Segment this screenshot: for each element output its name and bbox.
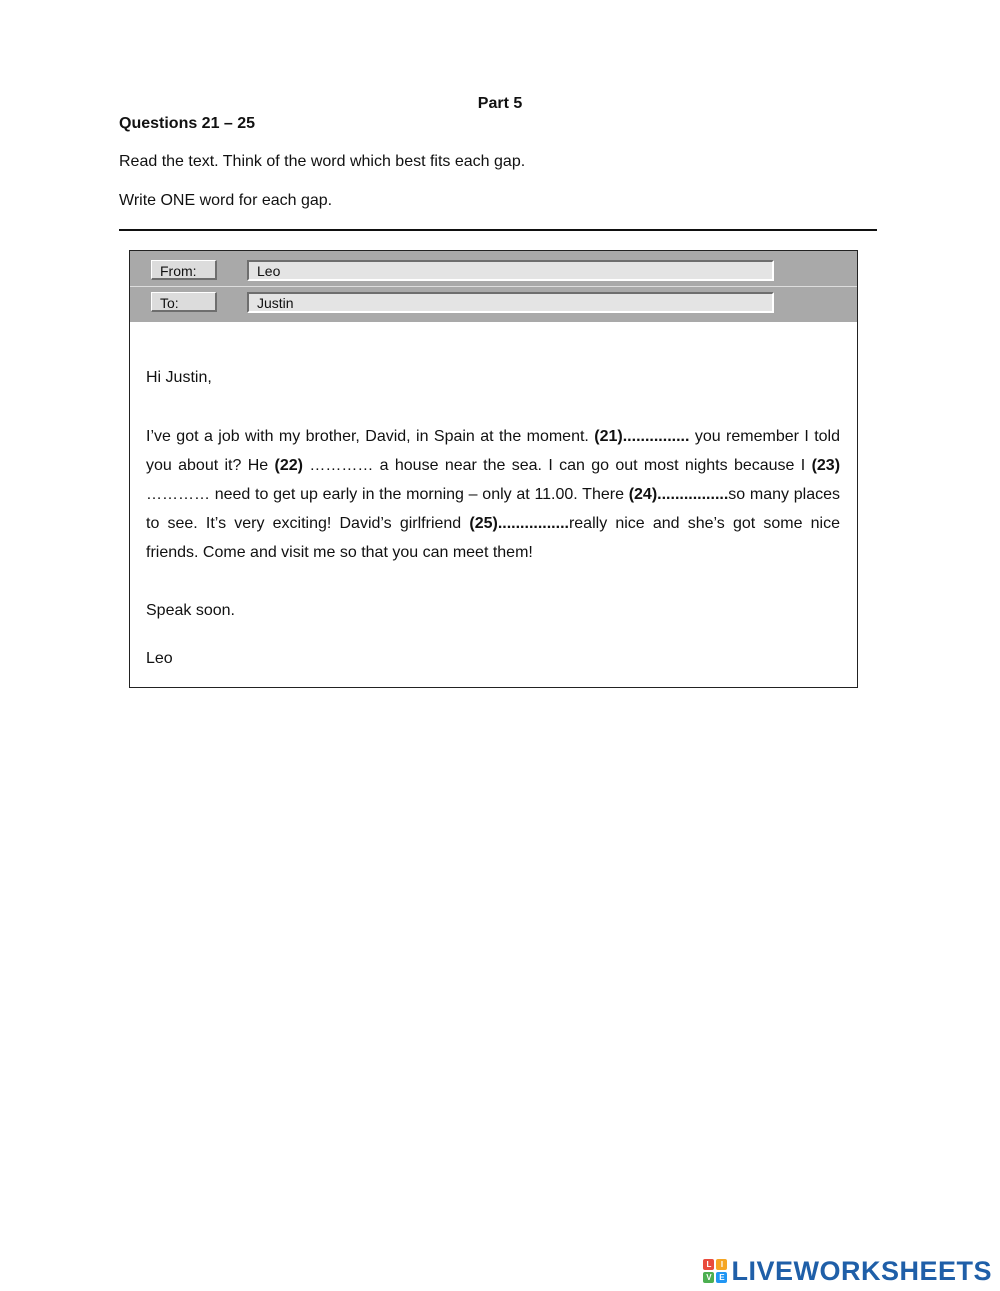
logo-text: LIVEWORKSHEETS — [731, 1255, 992, 1286]
email-signature: Leo — [146, 650, 173, 667]
instruction-read: Read the text. Think of the word which best fits each gap. — [119, 153, 526, 170]
email-closing: Speak soon. — [146, 602, 235, 619]
logo-square: I — [716, 1259, 727, 1270]
gap-22-number: (22) — [274, 457, 303, 474]
gap-22[interactable]: ………… — [302, 457, 380, 474]
gap-23-number: (23) — [811, 457, 841, 474]
header-divider — [130, 286, 857, 287]
email-paragraph — [146, 422, 840, 567]
gap-21-number: (21) — [594, 428, 623, 445]
text-part: so many places to see. It’s very exciting! David’s girlfriend — [146, 486, 841, 532]
to-label: To: — [151, 292, 217, 312]
gap-24[interactable]: ................ — [657, 486, 729, 503]
gap-25-number: (25) — [469, 515, 498, 532]
logo-square: E — [716, 1272, 727, 1283]
logo-square: V — [703, 1272, 714, 1283]
logo-square: L — [703, 1259, 714, 1270]
text-part: need to get up early in the morning – only at 11.00. There — [214, 486, 629, 503]
gap-23[interactable]: ………… — [146, 486, 215, 503]
gap-25[interactable]: ................ — [497, 515, 569, 532]
text-part: I’ve got a job with my brother, David, in Spain at the moment. — [146, 428, 595, 445]
from-label: From: — [151, 260, 217, 280]
gap-21[interactable]: ............... — [622, 428, 690, 445]
questions-title: Questions 21 – 25 — [119, 115, 256, 132]
instruction-write: Write ONE word for each gap. — [119, 192, 333, 209]
to-field[interactable]: Justin — [247, 292, 774, 313]
text-part: you remember I told you about it? He — [146, 428, 840, 474]
from-field[interactable]: Leo — [247, 260, 774, 281]
logo-squares-icon — [703, 1259, 727, 1283]
text-part: a house near the sea. I can go out most nights because I — [379, 457, 812, 474]
email-window — [129, 250, 858, 688]
text-part: really nice and she’s got some nice friends. Come and visit me so that you can meet them! — [146, 515, 841, 561]
liveworksheets-logo — [703, 1253, 992, 1289]
email-greeting: Hi Justin, — [146, 369, 212, 386]
part-title: Part 5 — [477, 95, 523, 112]
divider — [119, 229, 877, 231]
gap-24-number: (24) — [628, 486, 658, 503]
